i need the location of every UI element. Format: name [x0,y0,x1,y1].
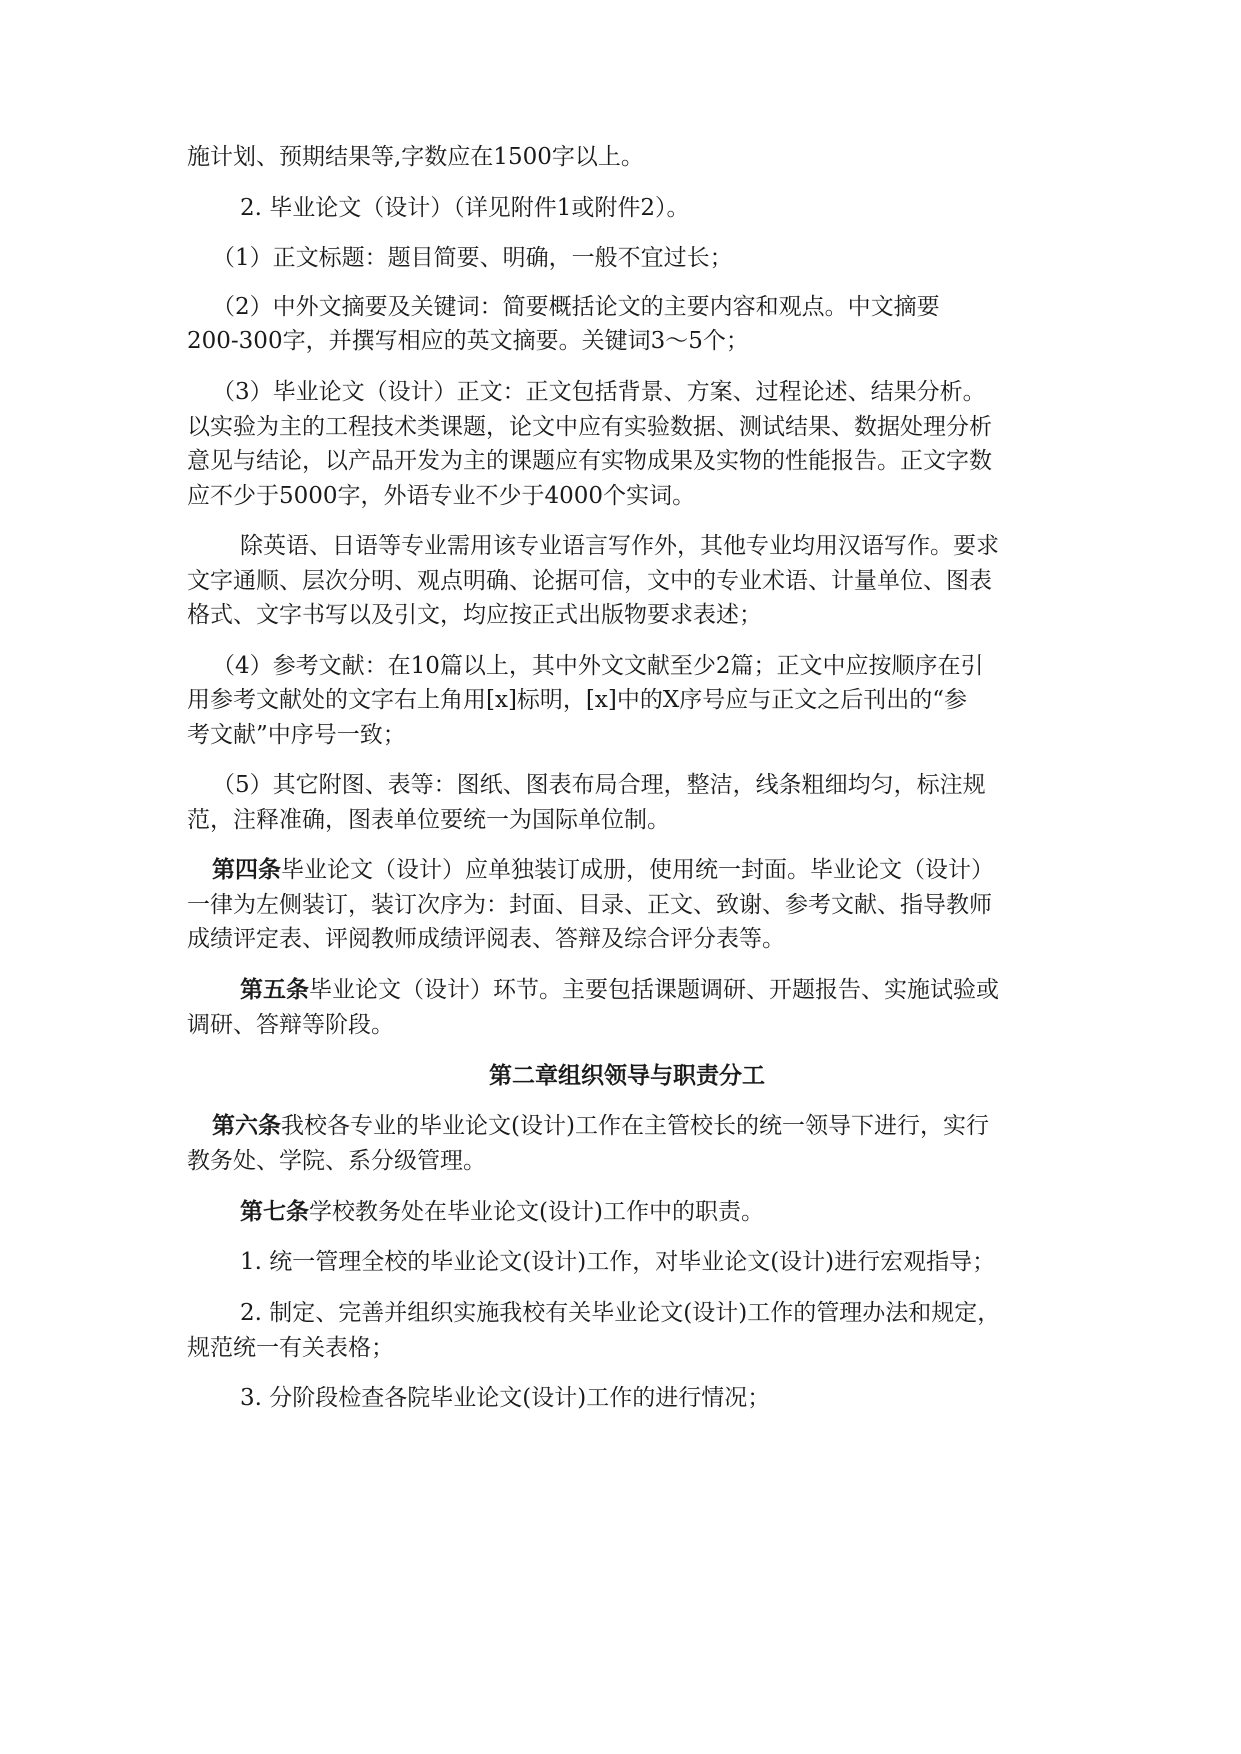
article-text: 毕业论文（设计）环节。主要包括课题调研、开题报告、实施试验或 [309,977,999,1003]
list-item: 3. 分阶段检查各院毕业论文(设计)工作的进行情况； [240,1385,771,1411]
paragraph-line: 除英语、日语等专业需用该专业语言写作外，其他专业均用汉语写作。要求 [240,533,999,559]
paragraph-line: （4）参考文献：在10篇以上，其中外文文献至少2篇；正文中应按顺序在引 [212,653,984,679]
chapter-title: 第二章组织领导与职责分工 [489,1062,765,1089]
article-6 [212,1111,1092,1141]
paragraph-line: （3）毕业论文（设计）正文：正文包括背景、方案、过程论述、结果分析。 [212,379,986,405]
paragraph-line: 用参考文献处的文字右上角用[x]标明，[x]中的X序号应与正文之后刊出的“参 [187,687,967,713]
paragraph-line: 以实验为主的工程技术类课题，论文中应有实验数据、测试结果、数据处理分析 [187,414,992,440]
article-5 [240,975,1120,1005]
paragraph-line: 考文献”中序号一致； [187,722,406,748]
article-text: 毕业论文（设计）应单独装订成册，使用统一封面。毕业论文（设计） [281,857,994,883]
article-label: 第五条 [240,976,309,1003]
paragraph-line: 格式、文字书写以及引文，均应按正式出版物要求表述； [187,602,762,628]
paragraph-line: 调研、答辩等阶段。 [187,1012,394,1038]
paragraph-line: 教务处、学院、系分级管理。 [187,1148,486,1174]
paragraph-line: 施计划、预期结果等,字数应在1500字以上。 [187,144,644,170]
article-text: 我校各专业的毕业论文(设计)工作在主管校长的统一领导下进行，实行 [281,1113,989,1139]
article-7 [240,1197,1120,1227]
article-text: 学校教务处在毕业论文(设计)工作中的职责。 [309,1199,764,1225]
paragraph-line: 规范统一有关表格； [187,1335,394,1361]
paragraph-line: 一律为左侧装订，装订次序为：封面、目录、正文、致谢、参考文献、指导教师 [187,892,992,918]
paragraph-line: （5）其它附图、表等：图纸、图表布局合理，整洁，线条粗细均匀，标注规 [212,772,986,798]
paragraph-line: 范，注释准确，图表单位要统一为国际单位制。 [187,807,670,833]
article-label: 第四条 [212,856,281,883]
paragraph-line: 文字通顺、层次分明、观点明确、论据可信，文中的专业术语、计量单位、图表 [187,568,992,594]
article-label: 第七条 [240,1198,309,1225]
paragraph-line: 应不少于5000字，外语专业不少于4000个实词。 [187,483,696,509]
paragraph-line: 成绩评定表、评阅教师成绩评阅表、答辩及综合评分表等。 [187,926,785,952]
paragraph-line: （2）中外文摘要及关键词：简要概括论文的主要内容和观点。中文摘要 [212,294,940,320]
paragraph-line: 意见与结论，以产品开发为主的课题应有实物成果及实物的性能报告。正文字数 [187,448,992,474]
list-item: 1. 统一管理全校的毕业论文(设计)工作，对毕业论文(设计)进行宏观指导； [240,1249,996,1275]
article-4 [212,855,1092,885]
list-item: 2. 制定、完善并组织实施我校有关毕业论文(设计)工作的管理办法和规定， [240,1300,1001,1326]
paragraph-line: 200-300字，并撰写相应的英文摘要。关键词3～5个； [187,328,749,354]
article-label: 第六条 [212,1112,281,1139]
paragraph-line: （1）正文标题：题目简要、明确，一般不宜过长； [212,245,733,271]
paragraph-line: 2. 毕业论文（设计）（详见附件1或附件2）。 [240,195,690,221]
